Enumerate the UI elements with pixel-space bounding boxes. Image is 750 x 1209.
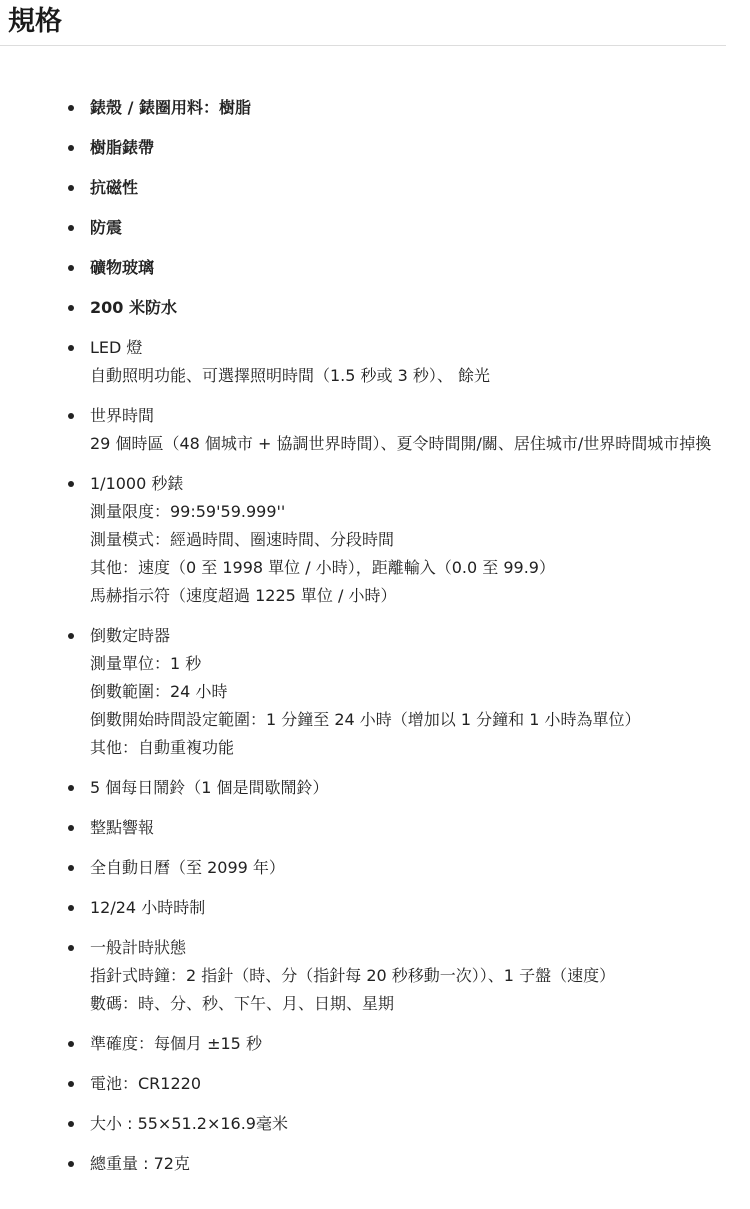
- spec-line: 抗磁性: [90, 178, 139, 197]
- list-item: [0, 214, 740, 242]
- spec-line: 總重量 : 72克: [90, 1154, 190, 1173]
- spec-line: 整點響報: [90, 818, 155, 837]
- list-item: [0, 854, 740, 882]
- list-item: [0, 334, 740, 390]
- spec-line: 測量單位：1 秒: [90, 654, 202, 673]
- spec-line: 數碼：時、分、秒、下午、月、日期、星期: [90, 994, 395, 1013]
- list-item: [0, 294, 740, 322]
- spec-line: 自動照明功能、可選擇照明時間（1.5 秒或 3 秒）、 餘光: [90, 366, 490, 385]
- title-divider: [0, 45, 726, 46]
- spec-line: 測量模式：經過時間、圈速時間、分段時間: [90, 530, 395, 549]
- page-title: 規格: [8, 6, 62, 37]
- spec-line: 其他：速度（0 至 1998 單位 / 小時），距離輸入（0.0 至 99.9）: [90, 558, 555, 577]
- list-item: [0, 174, 740, 202]
- spec-line: 礦物玻璃: [90, 258, 155, 277]
- spec-line: 倒數定時器: [90, 626, 171, 645]
- spec-line: 1/1000 秒錶: [90, 474, 184, 493]
- spec-line: 樹脂錶帶: [90, 138, 155, 157]
- spec-line: 一般計時狀態: [90, 938, 187, 957]
- spec-line: 12/24 小時時制: [90, 898, 206, 917]
- spec-line: 世界時間: [90, 406, 155, 425]
- spec-line: 電池：CR1220: [90, 1074, 202, 1093]
- list-item: [0, 254, 740, 282]
- list-item: [0, 774, 740, 802]
- list-item: [0, 622, 740, 762]
- spec-line: 馬赫指示符（速度超過 1225 單位 / 小時）: [90, 586, 397, 605]
- list-item: [0, 134, 740, 162]
- spec-line: 倒數開始時間設定範圍：1 分鐘至 24 小時（增加以 1 分鐘和 1 小時為單位）: [90, 710, 641, 729]
- spec-line: 全自動日曆（至 2099 年）: [90, 858, 285, 877]
- list-item: [0, 894, 740, 922]
- list-item: [0, 470, 740, 610]
- spec-line: 29 個時區（48 個城市 + 協調世界時間）、夏令時間開/關、居住城市/世界時間城市掉換: [90, 434, 712, 453]
- spec-line: LED 燈: [90, 338, 143, 357]
- spec-line: 準確度：每個月 ±15 秒: [90, 1034, 262, 1053]
- list-item: [0, 402, 740, 458]
- list-item: [0, 1110, 740, 1138]
- spec-line: 指針式時鐘：2 指針（時、分（指針每 20 秒移動一次））、1 子盤（速度）: [90, 966, 616, 985]
- list-item: [0, 934, 740, 1018]
- spec-line: 倒數範圍：24 小時: [90, 682, 228, 701]
- spec-line: 大小 : 55×51.2×16.9毫米: [90, 1114, 288, 1133]
- spec-line: 5 個每日鬧鈴（1 個是間歇鬧鈴）: [90, 778, 329, 797]
- list-item: [0, 1150, 740, 1178]
- list-item: [0, 1070, 740, 1098]
- spec-line: 錶殼 / 錶圈用料：樹脂: [90, 98, 251, 117]
- spec-line: 測量限度：99:59'59.999'': [90, 502, 286, 521]
- list-item: [0, 94, 740, 122]
- spec-line: 防震: [90, 218, 123, 237]
- list-item: [0, 814, 740, 842]
- spec-line: 200 米防水: [90, 298, 177, 317]
- list-item: [0, 1030, 740, 1058]
- spec-list: [0, 94, 740, 1190]
- spec-line: 其他：自動重複功能: [90, 738, 235, 757]
